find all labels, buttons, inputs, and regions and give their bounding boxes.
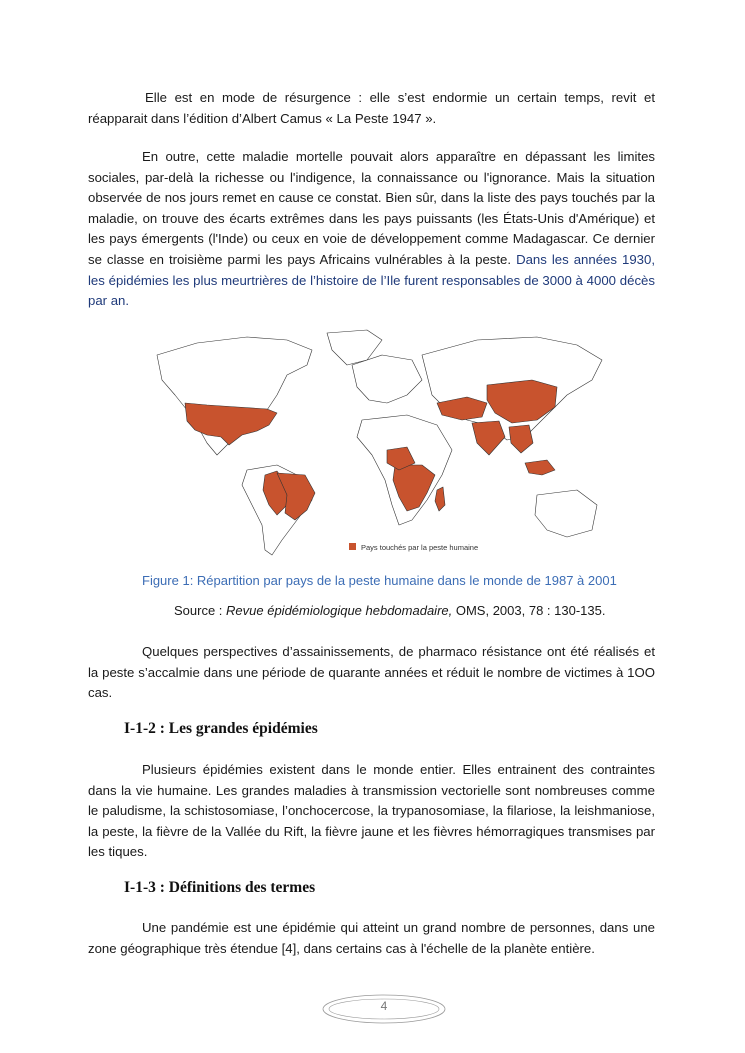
page-number: 4 [380,999,388,1013]
section-heading-definitions: I-1-3 : Définitions des termes [124,879,316,896]
paragraph-pandemie: Une pandémie est une épidémie qui atteint un grand nombre de personnes, dans une zone géographique très étendue [4], dans certains cas à l'échelle de la planète entière. [88,920,655,956]
page-number-footer [322,994,446,1024]
legend-swatch [349,543,356,550]
section-heading-epidemies: I-1-2 : Les grandes épidémies [124,720,318,737]
paragraph-perspectives: Quelques perspectives d’assainissements, de pharmaco résistance ont été réalisés et la peste s’accalmie dans une période de quarante années et réduit le nombre de victimes à 1OO cas. [88,644,655,701]
paragraph-resurgence: Elle est en mode de résurgence : elle s’est endormie un certain temps, revit et réapparait dans l’édition d’Albert Camus « La Peste 1947 ». [88,90,655,126]
legend-label: Pays touchés par la peste humaine [361,543,479,552]
figure-source: Source : Revue épidémiologique hebdomadaire, OMS, 2003, 78 : 130-135. [174,603,606,618]
figure-caption: Figure 1: Répartition par pays de la peste humaine dans le monde de 1987 à 2001 [142,573,617,588]
paragraph-epidemies: Plusieurs épidémies existent dans le monde entier. Elles entrainent des contraintes dans la vie humaine. Les grandes maladies à transmission vectorielle sont nombreuses comme le paludisme, la schistosomiase, l’onchocercose, la trypanosomiase, la filariose, la leishmaniose, la peste, la fièvre de la Vallée du Rift, la fièvre jaune et les fièvres hémorragiques transmises par les tiques. [88,762,655,860]
world-plague-map [137,325,610,558]
paragraph-outreach: En outre, cette maladie mortelle pouvait alors apparaître en dépassant les limites sociales, par-delà la richesse ou l'indigence, la connaissance ou l'ignorance. Mais la situation observée de nos jours remet en cause ce constat. Bien sûr, dans la liste des pays touchés par la maladie, on trouve des écarts extrêmes dans les pays puissants (les États-Unis d'Amérique) et les pays émergents (l'Inde) ou ceux en voie de développement comme Madagascar. Ce dernier se classe en troisième parmi les pays Africains vulnérables à la peste. Dans les années 1930, les épidémies les plus meurtrières de l’histoire de l’Ile furent responsables de 3000 à 4000 décès par an. [88,149,655,309]
